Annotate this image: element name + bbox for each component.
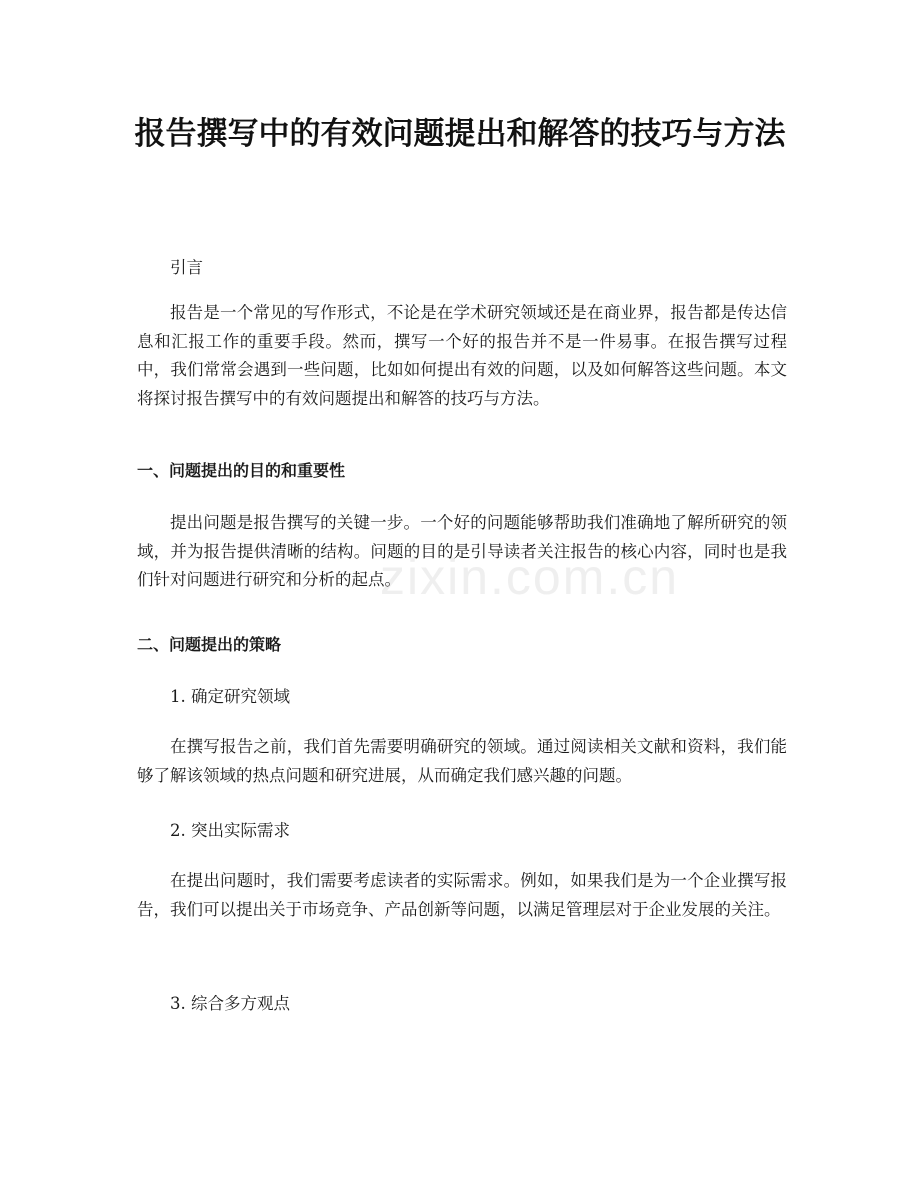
intro-label: 引言	[170, 258, 203, 277]
item-2-title: 2. 突出实际需求	[170, 821, 290, 840]
document-title: 报告撰写中的有效问题提出和解答的技巧与方法	[134, 116, 786, 152]
item-1-paragraph: 在撰写报告之前，我们首先需要明确研究的领域。通过阅读相关文献和资料，我们能够了解该领域的热点问题和研究进展，从而确定我们感兴趣的问题。	[137, 737, 787, 785]
section-2-heading: 二、问题提出的策略	[137, 635, 282, 654]
watermark-text: zixin.com.cn	[380, 549, 680, 605]
intro-paragraph: 报告是一个常见的写作形式，不论是在学术研究领域还是在商业界，报告都是传达信息和汇报工作的重要手段。然而，撰写一个好的报告并不是一件易事。在报告撰写过程中，我们常常会遇到一些问题，比如如何提出有效的问题，以及如何解答这些问题。本文将探讨报告撰写中的有效问题提出和解答的技巧与方法。	[137, 303, 787, 408]
section-1-paragraph: 提出问题是报告撰写的关键一步。一个好的问题能够帮助我们准确地了解所研究的领域，并为报告提供清晰的结构。问题的目的是引导读者关注报告的核心内容，同时也是我们针对问题进行研究和分析的起点。	[137, 513, 787, 589]
item-1-title: 1. 确定研究领域	[170, 687, 290, 706]
section-1-heading: 一、问题提出的目的和重要性	[137, 461, 346, 480]
item-3-title: 3. 综合多方观点	[170, 994, 290, 1013]
item-2-paragraph: 在提出问题时，我们需要考虑读者的实际需求。例如，如果我们是为一个企业撰写报告，我们可以提出关于市场竞争、产品创新等问题，以满足管理层对于企业发展的关注。	[137, 871, 787, 919]
